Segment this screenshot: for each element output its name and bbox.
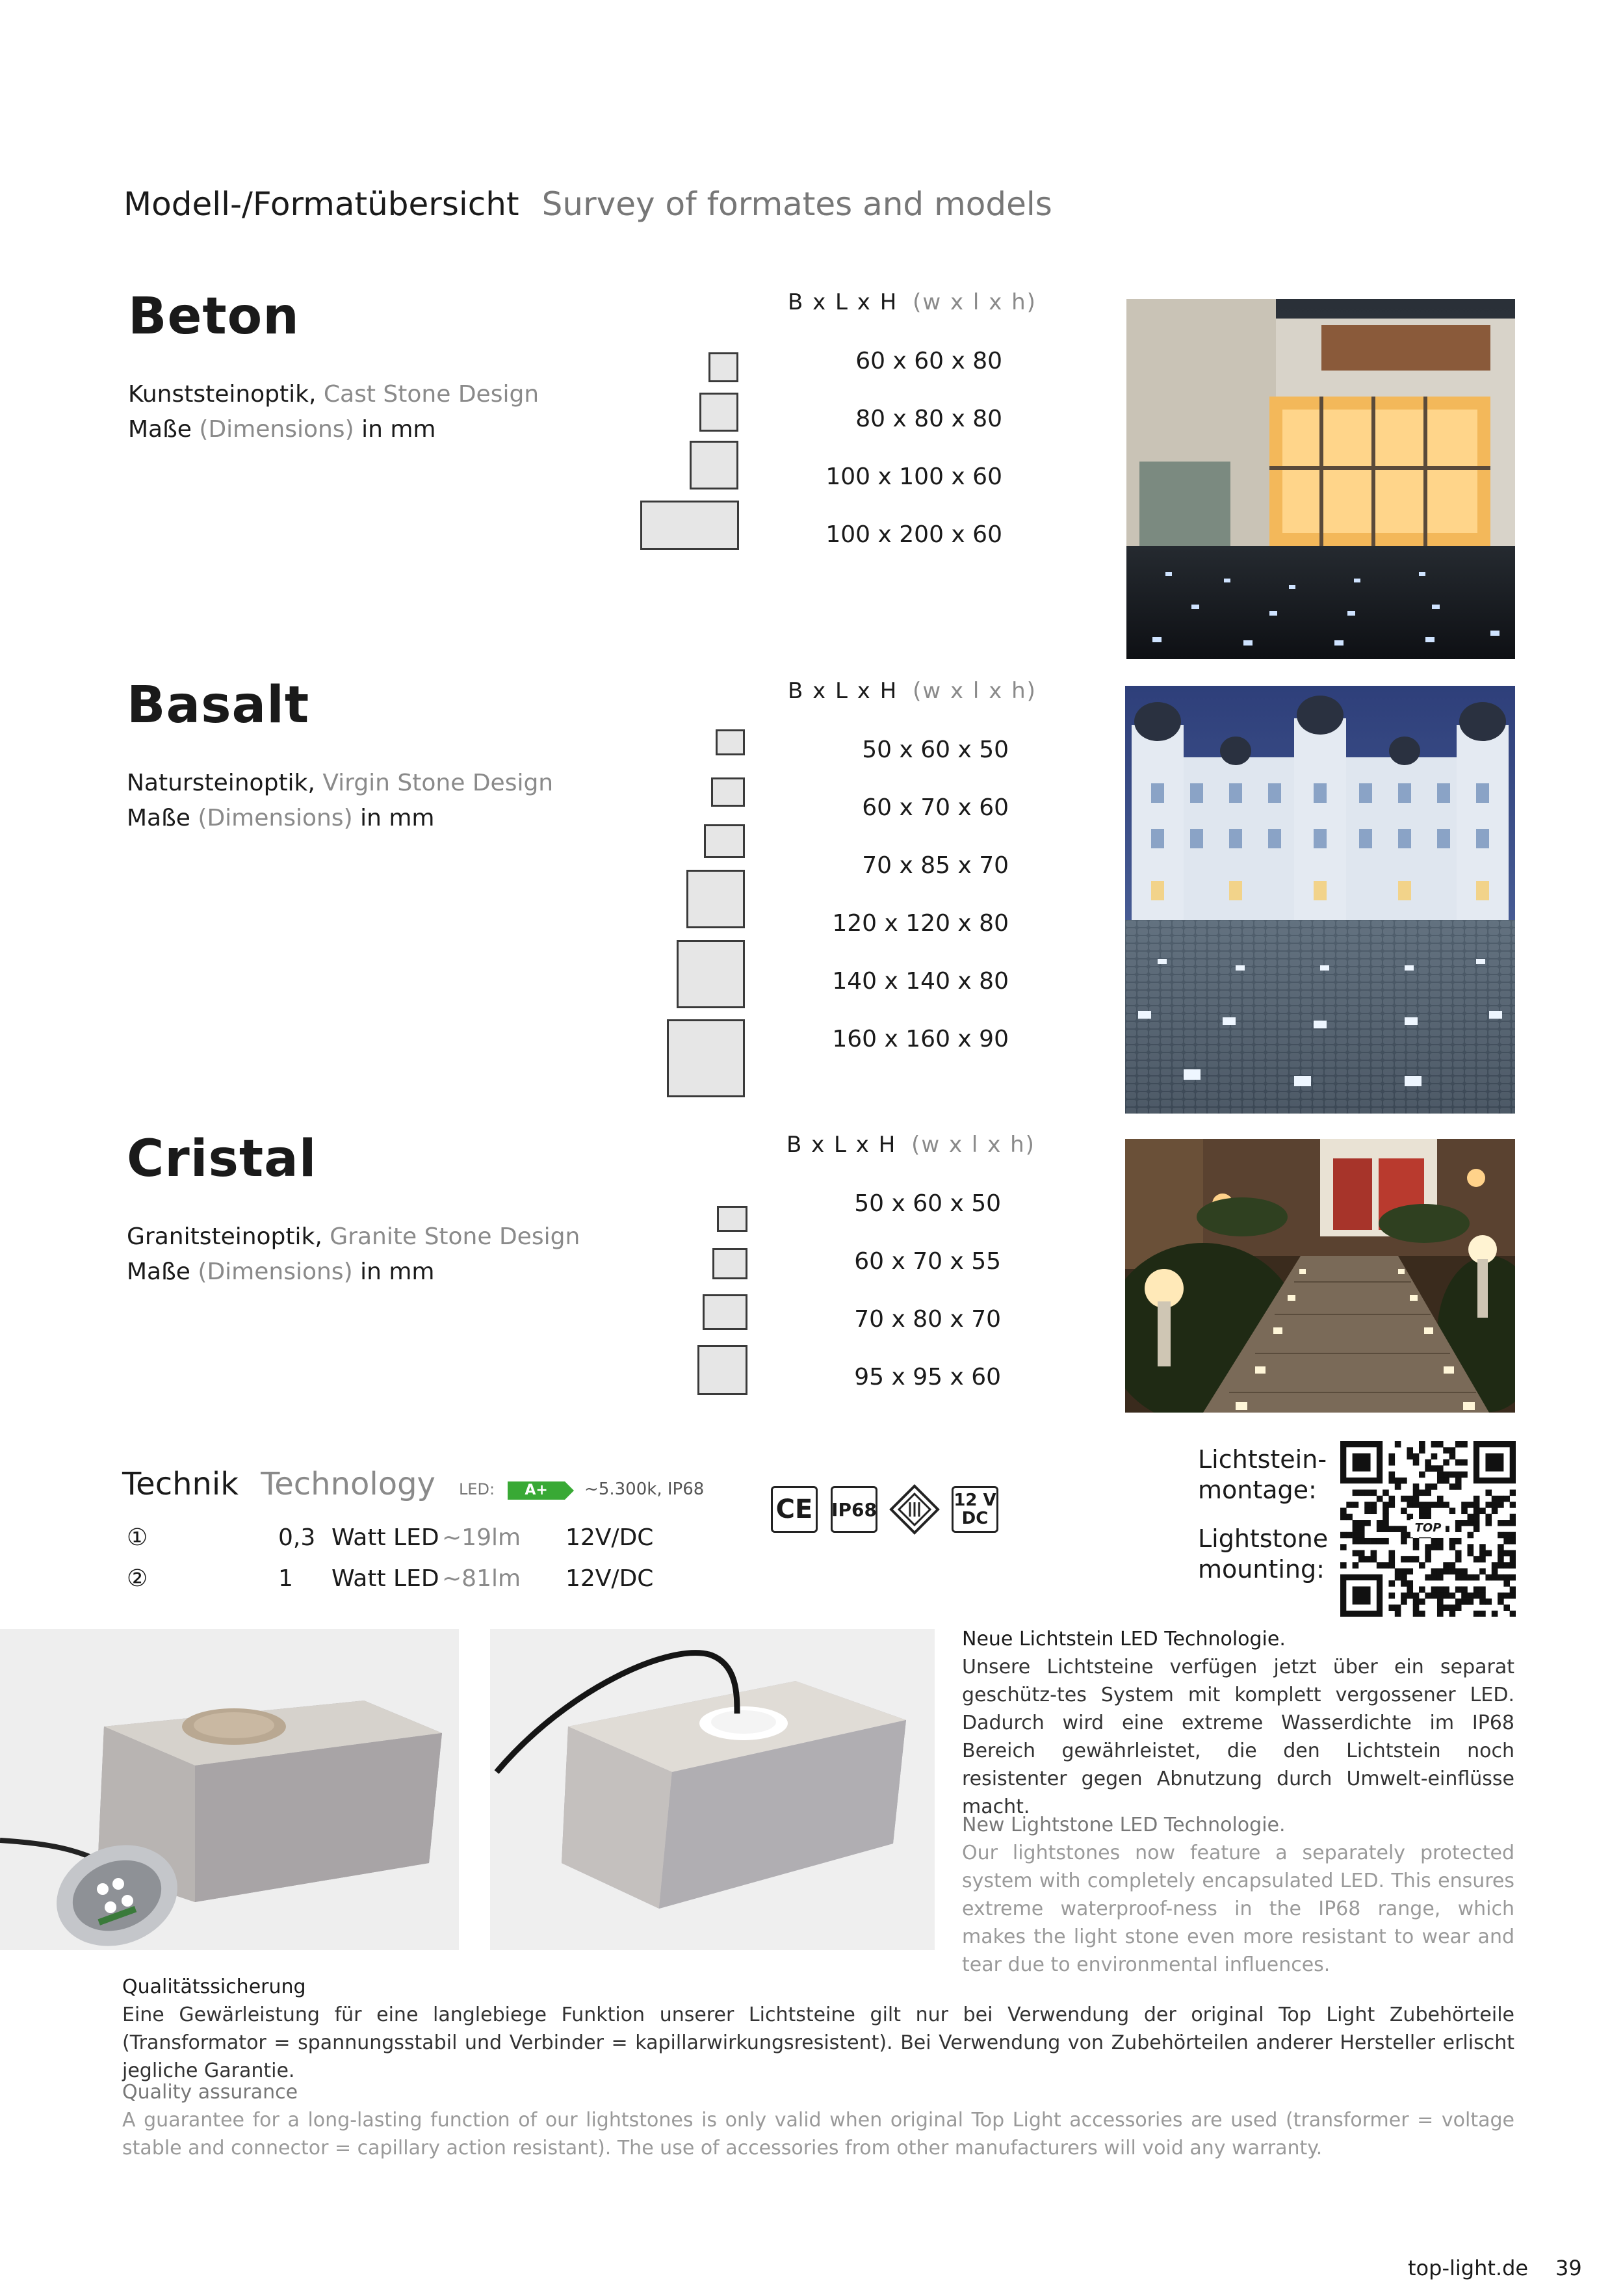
row-1-type: Watt LED: [331, 1524, 439, 1551]
technik-row-1: [127, 1524, 712, 1557]
mounting-en-line-1: Lightstone: [1198, 1524, 1329, 1553]
beton-dim-de: Maße: [128, 416, 192, 443]
row-2-lumen: ~81lm: [442, 1565, 521, 1592]
beton-size-square-3: [690, 441, 738, 489]
quality-de: [122, 1973, 1514, 2085]
row-1-watt: 0,3: [278, 1524, 316, 1551]
beton-size-square-4: [640, 501, 739, 550]
qr-logo-label: TOP: [1410, 1519, 1446, 1537]
led-info: ~5.300k, IP68: [584, 1480, 705, 1499]
quality-body-en: A guarantee for a long-lasting function of our lightstones is only valid when original Top Light accessories are used (transformer = voltage stable and connector = capillary action resistant). The use of accessories from other manufacturers will void any warranty.: [122, 2109, 1514, 2159]
beton-description: [128, 377, 539, 447]
cristal-dim-head: B x L x H: [786, 1132, 897, 1158]
basalt-size-square-5: [677, 940, 745, 1008]
basalt-size-square-4: [686, 870, 745, 928]
basalt-description: [127, 766, 553, 836]
cristal-desc-en: Granite Stone Design: [330, 1223, 580, 1250]
quality-body-de: Eine Gewärleistung für eine langlebiege Funktion unserer Lichtsteine gilt nur bei Verwendung der original Top Light Zubehörteile (Transformator = spannungsstabil und Verbinder = kapillarwirkungsresistent). Bei Verwendung von Zubehörteilen anderer Hersteller erlischt jegliche Garantie.: [122, 2003, 1514, 2082]
led-title-de: Neue Lichtstein LED Technologie.: [962, 1628, 1286, 1650]
section-title-basalt: Basalt: [127, 676, 310, 735]
cristal-size-square-4: [697, 1345, 747, 1395]
energy-class-label: A+: [525, 1482, 548, 1498]
led-body-de: Unsere Lichtsteine verfügen jetzt über ein separat geschütz-tes System mit komplett vergossener LED. Dadurch wird eine extreme Wasserdichte im IP68 Bereich gewährleistet, die den Lichtstein noch resistenter gegen Abnutzung durch Umwelt-einflüsse macht.: [962, 1656, 1514, 1818]
beton-desc-de: Kunststeinoptik,: [128, 381, 317, 408]
voltage-line-1: 12 V: [954, 1491, 996, 1510]
protection-class-icon: [889, 1484, 940, 1535]
section-title-cristal: Cristal: [127, 1130, 317, 1188]
basalt-dim-en: (Dimensions): [198, 805, 353, 831]
cristal-dim-de: Maße: [127, 1259, 190, 1285]
cristal-size-square-3: [703, 1294, 747, 1330]
technik-row-2: [127, 1565, 712, 1598]
cristal-dim-en: (Dimensions): [198, 1259, 353, 1285]
beton-desc-en: Cast Stone Design: [323, 381, 539, 408]
lightstone-led-photo-1: [0, 1629, 459, 1950]
basalt-size-2: 60 x 70 x 60: [862, 794, 1009, 821]
cristal-photo: [1125, 1139, 1515, 1413]
cristal-photo-illustration: [1125, 1139, 1515, 1413]
header-title-de: Modell-/Formatübersicht: [123, 185, 519, 223]
energy-arrow-icon: [565, 1481, 574, 1500]
basalt-size-square-6: [667, 1019, 745, 1097]
row-2-voltage: 12V/DC: [565, 1565, 654, 1592]
led-text-en: [962, 1811, 1514, 1979]
cristal-dim-head-en: (w x l x h): [911, 1132, 1035, 1158]
page-header: [123, 185, 1052, 223]
basalt-photo-illustration: [1125, 686, 1515, 1114]
page-number: 39: [1555, 2256, 1582, 2280]
lightstone-with-led-module-illustration: [0, 1629, 459, 1950]
quality-title-en: Quality assurance: [122, 2081, 298, 2104]
ip68-badge: [831, 1486, 877, 1533]
beton-dim-header: [788, 289, 1037, 315]
basalt-size-square-1: [716, 729, 745, 755]
basalt-dim-header: [788, 678, 1037, 704]
basalt-size-1: 50 x 60 x 50: [862, 737, 1009, 763]
protection-class-diamond-icon: [889, 1484, 940, 1535]
beton-size-2: 80 x 80 x 80: [855, 406, 1002, 432]
row-1-number: ①: [127, 1524, 148, 1551]
led-title-en: New Lightstone LED Technologie.: [962, 1814, 1286, 1836]
cristal-description: [127, 1220, 580, 1290]
technik-header: [122, 1466, 704, 1502]
beton-size-square-2: [699, 393, 738, 432]
basalt-size-square-3: [704, 824, 745, 858]
qr-code[interactable]: [1340, 1441, 1516, 1617]
beton-photo: [1126, 299, 1515, 659]
cristal-size-3: 70 x 80 x 70: [854, 1306, 1001, 1333]
basalt-size-5: 140 x 140 x 80: [832, 968, 1009, 995]
energy-class-badge: [508, 1481, 565, 1500]
beton-dim-unit: in mm: [361, 416, 436, 443]
basalt-size-4: 120 x 120 x 80: [832, 910, 1009, 937]
basalt-dim-head: B x L x H: [788, 678, 898, 704]
mounting-label: [1198, 1444, 1328, 1585]
ip68-label: IP68: [831, 1498, 877, 1520]
basalt-desc-de: Natursteinoptik,: [127, 770, 315, 796]
beton-size-3: 100 x 100 x 60: [825, 463, 1002, 490]
lightstone-led-photo-2: [490, 1629, 935, 1950]
mounting-de-line-2: montage:: [1198, 1476, 1317, 1504]
cristal-desc-de: Granitsteinoptik,: [127, 1223, 322, 1250]
basalt-size-6: 160 x 160 x 90: [832, 1026, 1009, 1052]
row-2-watt: 1: [278, 1565, 293, 1592]
mounting-de-line-1: Lichtstein-: [1198, 1445, 1327, 1474]
basalt-desc-en: Virgin Stone Design: [322, 770, 554, 796]
mounting-en-line-2: mounting:: [1198, 1555, 1325, 1584]
technik-title-de: Technik: [122, 1466, 239, 1502]
cristal-size-1: 50 x 60 x 50: [854, 1190, 1001, 1217]
beton-size-square-1: [708, 352, 738, 382]
led-text-de: [962, 1625, 1514, 1821]
led-body-en: Our lightstones now feature a separately protected system with completely encapsulated LED. This ensures extreme waterproof-ness in the IP68 range, which makes the light stone even more resistant to wear and tear due to environmental influences.: [962, 1842, 1514, 1976]
beton-size-1: 60 x 60 x 80: [855, 348, 1002, 374]
beton-size-4: 100 x 200 x 60: [825, 521, 1002, 548]
ce-mark-label: CE: [775, 1494, 813, 1524]
ce-mark-badge: [771, 1486, 818, 1533]
basalt-dim-de: Maße: [127, 805, 190, 831]
quality-en: [122, 2078, 1514, 2162]
voltage-line-2: DC: [961, 1509, 989, 1528]
voltage-badge: [952, 1486, 998, 1533]
beton-dim-head-en: (w x l x h): [913, 289, 1037, 315]
beton-dim-head: B x L x H: [788, 289, 898, 315]
led-label: LED:: [458, 1480, 495, 1498]
cristal-size-4: 95 x 95 x 60: [854, 1364, 1001, 1390]
basalt-dim-head-en: (w x l x h): [913, 678, 1037, 704]
cristal-size-square-2: [712, 1248, 747, 1279]
cristal-size-square-1: [717, 1206, 747, 1232]
lightstone-with-cable-illustration: [490, 1629, 935, 1950]
technik-title-en: Technology: [261, 1466, 435, 1502]
section-title-beton: Beton: [128, 287, 300, 346]
row-2-type: Watt LED: [331, 1565, 439, 1592]
row-2-number: ②: [127, 1565, 148, 1592]
row-1-lumen: ~19lm: [442, 1524, 521, 1551]
footer-site[interactable]: top-light.de: [1408, 2256, 1529, 2280]
quality-title-de: Qualitätssicherung: [122, 1976, 306, 1998]
header-title-en: Survey of formates and models: [541, 185, 1052, 223]
basalt-dim-unit: in mm: [360, 805, 435, 831]
row-1-voltage: 12V/DC: [565, 1524, 654, 1551]
beton-dim-en: (Dimensions): [199, 416, 354, 443]
basalt-size-square-2: [711, 777, 745, 807]
basalt-size-3: 70 x 85 x 70: [862, 852, 1009, 879]
cristal-dim-header: [786, 1132, 1035, 1158]
basalt-photo: [1125, 686, 1515, 1114]
beton-photo-illustration: [1126, 299, 1515, 659]
cristal-size-2: 60 x 70 x 55: [854, 1248, 1001, 1275]
cristal-dim-unit: in mm: [360, 1259, 435, 1285]
